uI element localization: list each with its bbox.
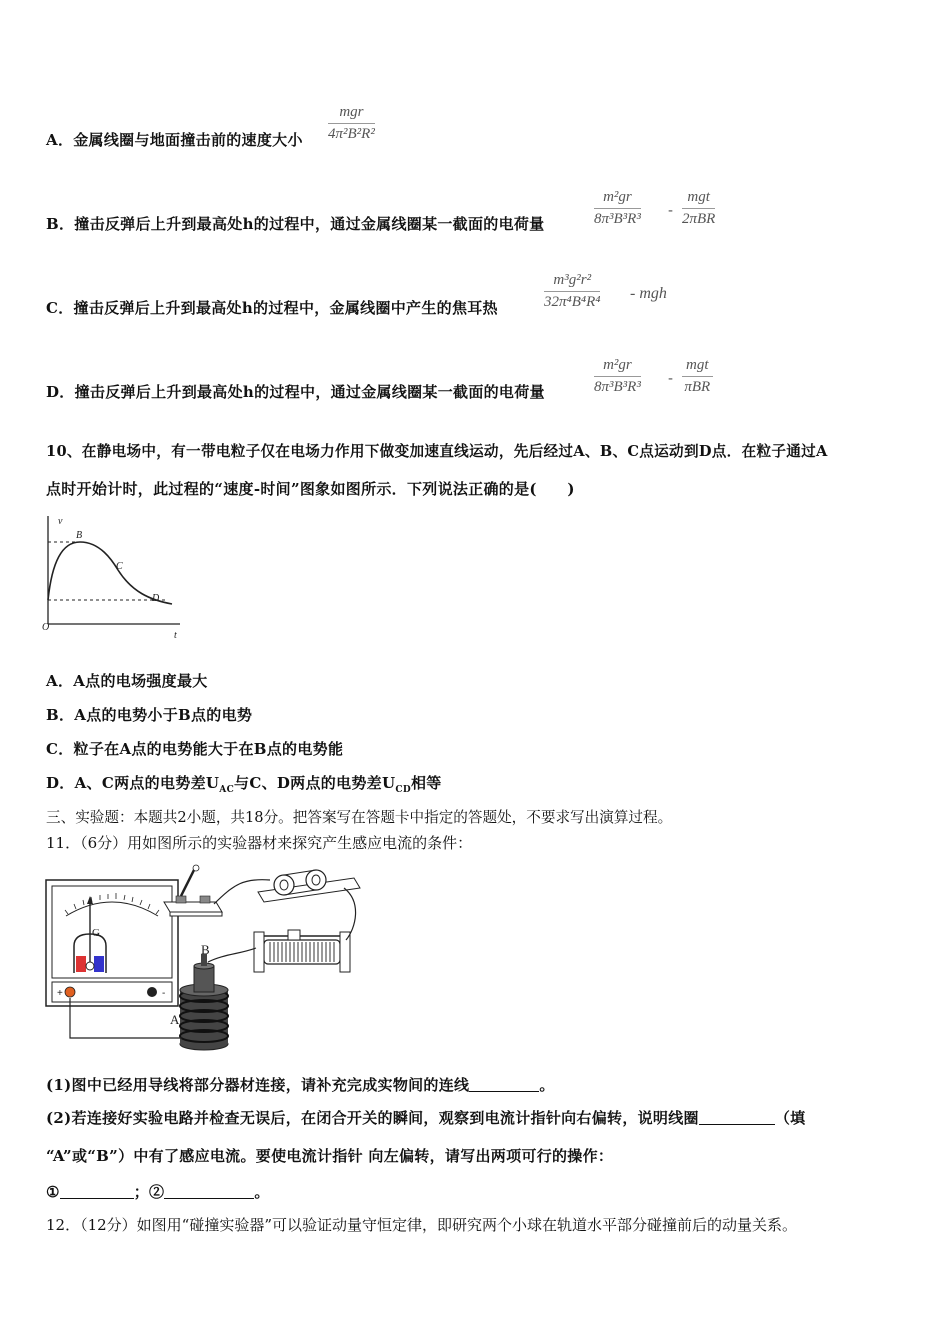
fraction-denominator: 8π³B³R³ (594, 211, 641, 227)
minus-sign: - (668, 202, 673, 219)
option-a: A．金属线圈与地面撞击前的速度大小 (46, 131, 303, 149)
point-b-label: B (76, 530, 83, 541)
origin-label: O (42, 622, 50, 633)
q10-line2: 点时开始计时，此过程的“速度-时间”图象如图所示．下列说法正确的是( ) (46, 480, 575, 498)
option-d-fraction-2 (682, 357, 713, 396)
option-b: B．撞击反弹后上升到最高处h的过程中，通过金属线圈某一截面的电荷量 (46, 215, 545, 233)
option-b-fraction-2 (682, 189, 715, 228)
q11-part3: ① ；② 。 (46, 1183, 270, 1201)
q10-option-b: B．A点的电势小于B点的电势 (46, 706, 253, 724)
option-a-fraction (328, 104, 375, 143)
option-d-fraction-1 (594, 357, 641, 396)
galvanometer-label: G (92, 927, 100, 939)
t-label: t (174, 630, 177, 641)
fraction-numerator: m³g²r² (544, 272, 600, 292)
q10-option-d-part2: 与C、D两点的电势差U (234, 774, 396, 792)
fraction-numerator: m²gr (594, 189, 641, 209)
fraction-denominator: 32π⁴B⁴R⁴ (544, 294, 601, 310)
q11-part1: (1)图中已经用导线将部分器材连接，请补充完成实物间的连线 。 (46, 1076, 555, 1094)
answer-blank-1[interactable] (469, 1077, 539, 1092)
subscript-cd: CD (395, 785, 411, 795)
fraction-numerator: mgt (682, 357, 713, 377)
fraction-numerator: m²gr (594, 357, 641, 377)
fraction-denominator: πBR (684, 379, 711, 395)
rheostat (254, 930, 350, 972)
fraction-denominator: 4π²B²R² (328, 126, 375, 142)
q11-part2a: (2)若连接好实验电路并检查无误后，在闭合开关的瞬间，观察到电流计指针向右偏转，说明线圈 （填 (46, 1109, 806, 1127)
induction-apparatus-figure (44, 858, 374, 1054)
q11-part2b: “A”或“B”）中有了感应电流。要使电流计指针 向左偏转，请写出两项可行的操作： (46, 1147, 614, 1165)
q10-line1: 10、在静电场中，有一带电粒子仅在电场力作用下做变加速直线运动，先后经过A、B、C点运动到D点．在粒子通过A (46, 443, 828, 460)
coil-a-label: A (170, 1012, 180, 1027)
option-b-fraction-1 (594, 189, 641, 228)
subscript-ac: AC (219, 785, 235, 795)
velocity-time-graph (40, 512, 190, 644)
answer-blank-2[interactable] (699, 1110, 775, 1125)
fraction-denominator: 8π³B³R³ (594, 379, 641, 395)
q11-title: 11．（6分）用如图所示的实验器材来探究产生感应电流的条件： (46, 834, 473, 852)
point-d-label: D (152, 593, 160, 604)
q10-option-d-part3: 相等 (410, 774, 442, 792)
q10-option-a: A．A点的电场强度最大 (46, 672, 208, 690)
fraction-denominator: 2πBR (682, 211, 716, 227)
battery (258, 870, 360, 902)
negative-terminal (147, 987, 157, 997)
q10-option-d (46, 772, 442, 795)
option-c: C．撞击反弹后上升到最高处h的过程中，金属线圈中产生的焦耳热 (46, 299, 498, 317)
section-3-heading: 三、实验题：本题共2小题，共18分。把答案写在答题卡中指定的答题处，不要求写出演算过程。 (46, 809, 673, 826)
answer-blank-3[interactable] (60, 1184, 134, 1199)
point-c-label: C (116, 561, 123, 572)
fraction-numerator: mgr (328, 104, 375, 124)
coil-b-label: B (201, 942, 210, 957)
v-label: v (58, 516, 63, 527)
option-c-fraction (544, 272, 600, 311)
minus-sign: - (668, 370, 673, 387)
fraction-numerator: mgt (682, 189, 715, 209)
positive-terminal (65, 987, 75, 997)
q12-text: 12．（12分）如图用“碰撞实验器”可以验证动量守恒定律，即研究两个小球在轨道水平部分碰撞前后的动量关系。 (46, 1216, 798, 1234)
q10-option-d-part1: D．A、C两点的电势差U (46, 774, 220, 792)
option-d: D．撞击反弹后上升到最高处h的过程中，通过金属线圈某一截面的电荷量 (46, 383, 545, 401)
answer-blank-4[interactable] (164, 1184, 254, 1199)
option-c-tail: - mgh (630, 285, 667, 302)
plus-label: + (57, 988, 63, 999)
galvanometer (46, 880, 178, 1006)
minus-label: - (162, 988, 166, 999)
q10-option-c: C．粒子在A点的电势能大于在B点的电势能 (46, 740, 344, 758)
